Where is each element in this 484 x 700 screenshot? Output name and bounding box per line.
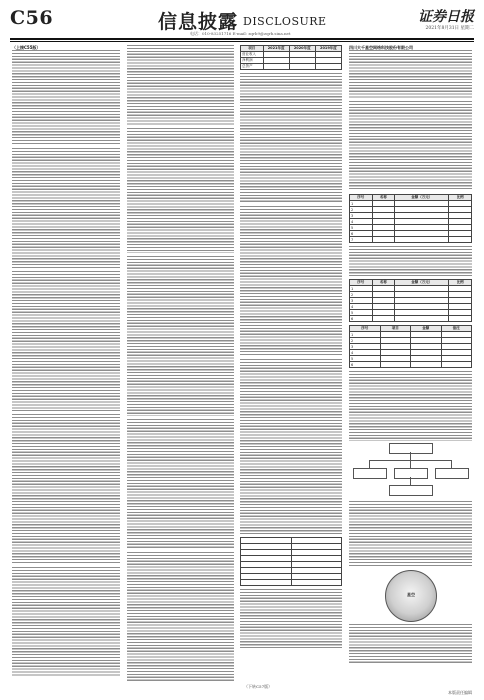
column-1 [12,45,120,685]
table-cell: 2 [350,292,373,298]
body-text [349,50,472,98]
table-cell [289,64,315,70]
body-text [240,206,342,356]
body-text [127,419,234,549]
table-row [350,316,472,322]
body-text [349,371,472,441]
body-text [349,101,472,191]
table-cell: 1 [350,286,373,292]
table-cell [291,580,342,586]
table-cell [315,64,341,70]
table-header-cell: 序号 [350,280,373,286]
continued-from-label: （上接C55版） [12,45,41,50]
body-text [12,50,120,145]
table-header-cell: 比例 [449,280,472,286]
flowchart-node [435,468,469,479]
table-cell [395,237,449,243]
page-number: C56 [10,7,54,29]
table-cell [449,237,472,243]
info-table [240,537,342,586]
logo-text: 星空 [407,592,415,597]
column-2 [127,45,234,685]
body-text [349,624,472,664]
table-cell: 6 [350,362,381,368]
table-cell: 5 [350,356,381,362]
header-rule-thin [10,41,474,42]
table-cell: 3 [350,213,373,219]
body-text [127,128,234,253]
table-header-cell: 项目 [241,46,264,52]
company-logo [385,570,437,622]
table-cell: 2 [350,338,381,344]
section-title: 信息披露 [158,11,239,33]
body-text [127,552,234,682]
table-cell: 总资产 [241,64,264,70]
body-text [12,567,120,677]
footer-editor: 本版责任编辑 [448,690,472,695]
table-row [241,580,342,586]
table-header-cell: 金额（万元） [395,195,449,201]
table-header-cell: 金额 [411,326,442,332]
table-header-cell: 比例 [449,195,472,201]
logo-area [349,566,472,624]
body-text [349,501,472,566]
edition-date: 2021年8月31日 星期二 [425,26,474,31]
flowchart-node [389,443,433,454]
table-cell [449,316,472,322]
contact-line: 电话：010-83251716 E-mail: zqrb9@zqrb.sina.net [190,31,291,36]
table-header-cell: 2021年度 [263,46,289,52]
table-cell: 1 [350,201,373,207]
header-rule [10,38,474,40]
org-flowchart [349,441,472,501]
newspaper-masthead: 证券日报 [418,9,474,25]
table-header-cell: 名称 [372,280,395,286]
table-cell [241,580,292,586]
table-cell [372,237,395,243]
body-text [12,148,120,268]
body-text [12,271,120,411]
table-cell: 6 [350,316,373,322]
table-cell: 营业收入 [241,52,264,58]
section-title-en: DISCLOSURE [243,15,327,28]
table-header-cell: 2019年度 [315,46,341,52]
table-row [241,64,342,70]
data-table-c [349,325,472,368]
body-text [12,414,120,564]
table-cell: 3 [350,344,381,350]
table-cell: 4 [350,350,381,356]
data-table-a [349,194,472,243]
table-header-cell: 序号 [350,195,373,201]
table-header-cell: 2020年度 [289,46,315,52]
table-cell [395,316,449,322]
column-4 [349,45,472,685]
table-cell: 6 [350,231,373,237]
table-row [350,362,472,368]
table-header-cell: 项目 [380,326,411,332]
table-cell: 1 [350,332,381,338]
body-text [240,589,342,649]
table-cell [411,362,442,368]
table-cell: 3 [350,298,373,304]
data-table-b [349,279,472,322]
table-header-cell: 序号 [350,326,381,332]
table-cell: 4 [350,219,373,225]
table-header-cell: 名称 [372,195,395,201]
table-cell [380,362,411,368]
table-cell [263,64,289,70]
continued-to-label: （下转C57版） [244,684,273,689]
body-text [127,256,234,416]
table-cell: 5 [350,310,373,316]
table-header-cell: 备注 [441,326,472,332]
table-header-cell: 金额（万元） [395,280,449,286]
table-cell: 2 [350,207,373,213]
table-cell: 4 [350,304,373,310]
table-cell [372,316,395,322]
body-text [127,45,234,125]
table-cell: 净利润 [241,58,264,64]
body-text [240,359,342,534]
body-text [349,246,472,276]
flowchart-node [353,468,387,479]
column-3 [240,45,342,685]
flowchart-node [394,468,428,479]
table-cell: 5 [350,225,373,231]
company-heading: 四川大千星空网络科技股份有限公司 [349,45,413,50]
financial-table [240,45,342,70]
body-text [240,73,342,203]
flowchart-node [389,485,433,496]
table-cell [441,362,472,368]
table-row [350,237,472,243]
table-cell: 7 [350,237,373,243]
